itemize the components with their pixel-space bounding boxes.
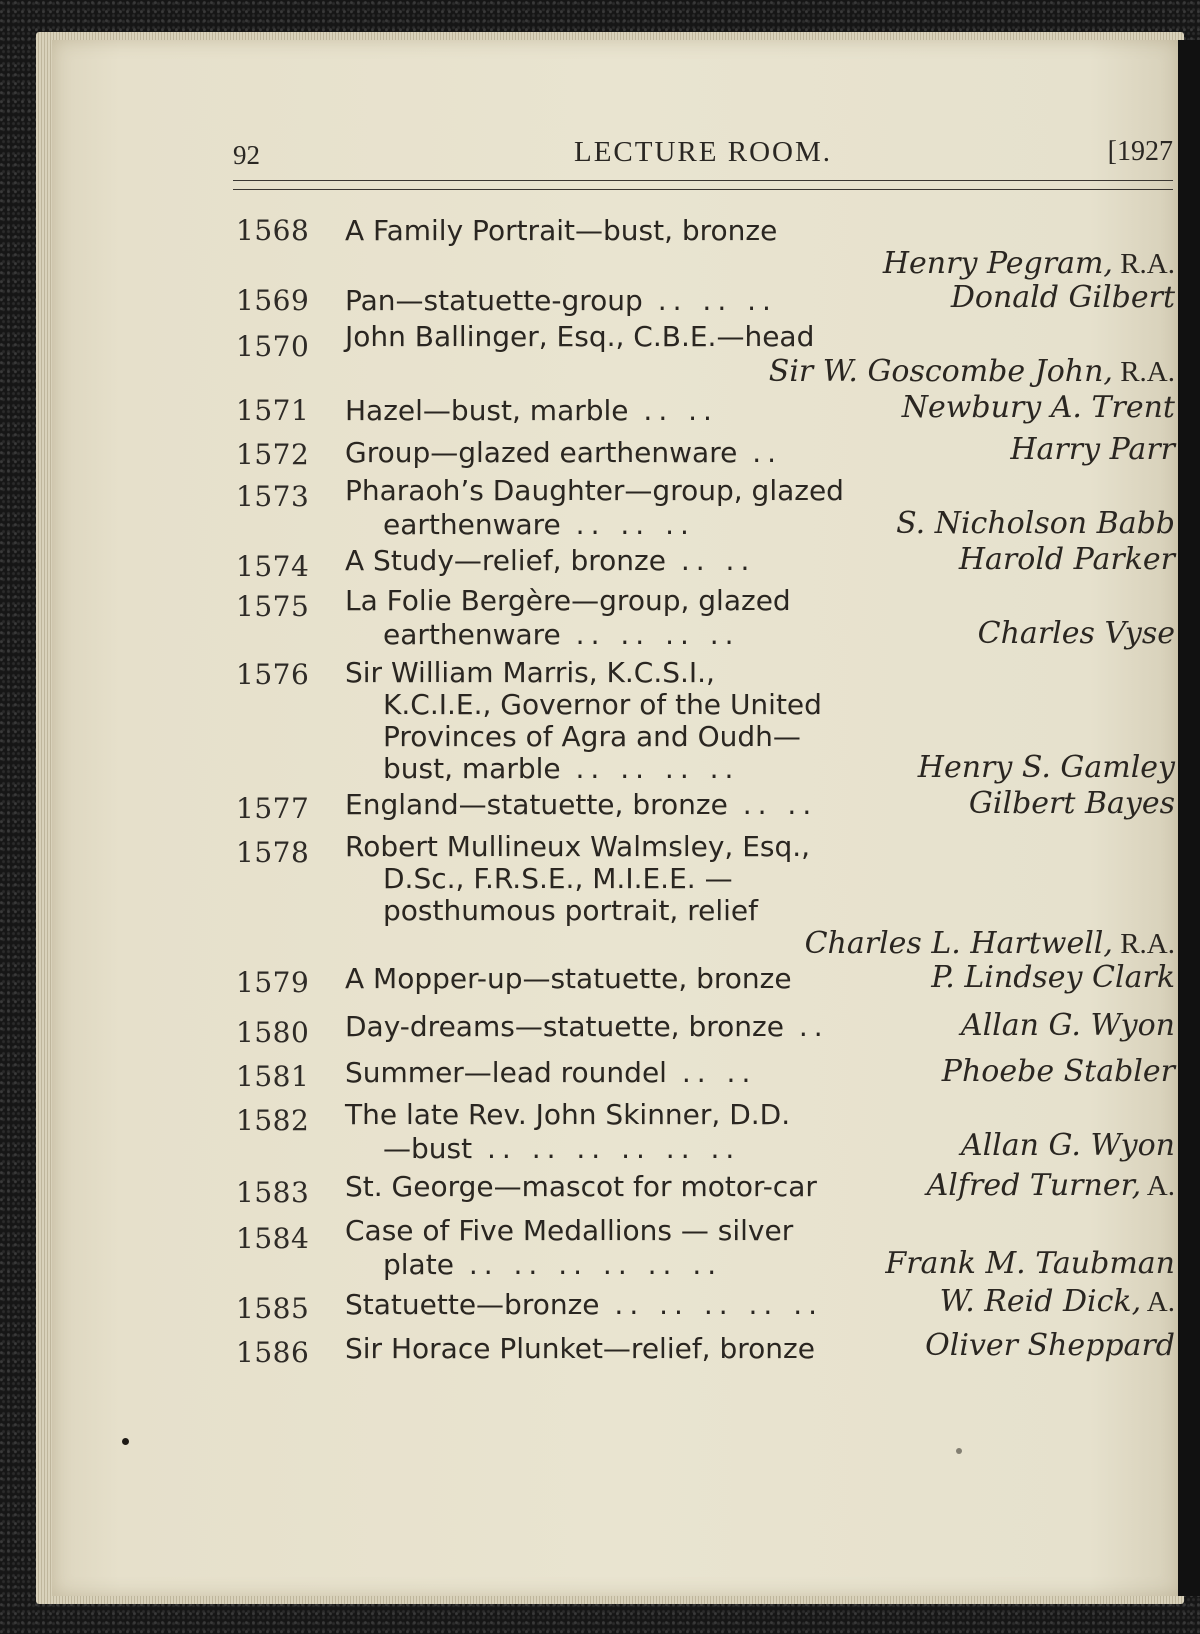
entry-number: 1571 — [236, 394, 310, 427]
leader-dots: .. — [783, 1010, 829, 1043]
artist-name: Alfred Turner, A. — [926, 1168, 1175, 1203]
artist-honour: R.A. — [1112, 356, 1175, 388]
entry-title-line: Sir William Marris, K.C.S.I., — [345, 656, 715, 689]
artist-name: Harold Parker — [958, 542, 1175, 577]
entry-title-line: Summer—lead roundel .. .. — [345, 1056, 757, 1089]
artist-name: Allan G. Wyon — [960, 1008, 1175, 1043]
entry-title-line: posthumous portrait, relief — [383, 894, 758, 927]
leader-dots: .. .. — [665, 544, 756, 577]
leader-dots: .. .. .. — [642, 284, 777, 317]
entry-title-line: St. George—mascot for motor-car — [345, 1170, 817, 1203]
leader-dots: .. .. .. — [560, 508, 695, 541]
artist-name: Donald Gilbert — [950, 280, 1175, 315]
entry-title-line: Day-dreams—statuette, bronze .. — [345, 1010, 829, 1043]
entry-number: 1577 — [236, 792, 310, 825]
leader-dots: .. .. .. .. — [560, 752, 740, 785]
entry-title-line: plate .. .. .. .. .. .. — [383, 1248, 723, 1281]
artist-name: Henry S. Gamley — [917, 750, 1175, 785]
artist-honour: A. — [1141, 1170, 1175, 1202]
leader-dots: .. .. .. .. .. .. — [453, 1248, 723, 1281]
ink-speck — [956, 1448, 962, 1454]
entry-title-line: earthenware .. .. .. — [383, 508, 695, 541]
artist-name: Frank M. Taubman — [885, 1246, 1175, 1281]
artist-honour: R.A. — [1112, 248, 1175, 280]
page-number: 92 — [233, 140, 260, 170]
entry-title-line: The late Rev. John Skinner, D.D. — [345, 1098, 791, 1131]
entry-title-line: Group—glazed earthenware .. — [345, 436, 783, 469]
leader-dots: .. .. — [628, 394, 718, 427]
entry-number: 1574 — [236, 550, 310, 583]
artist-name: W. Reid Dick, A. — [939, 1284, 1175, 1319]
entry-title-line: —bust .. .. .. .. .. .. — [383, 1132, 741, 1165]
entry-number: 1584 — [236, 1222, 310, 1255]
leader-dots: .. .. — [666, 1056, 757, 1089]
artist-name: Harry Parr — [1010, 432, 1175, 467]
artist-name: S. Nicholson Babb — [896, 506, 1175, 541]
entry-title-line: Hazel—bust, marble .. .. — [345, 394, 718, 427]
artist-name: Charles Vyse — [977, 616, 1175, 651]
artist-name: Oliver Sheppard — [925, 1328, 1175, 1363]
leader-dots: .. .. .. .. .. — [599, 1288, 824, 1321]
artist-name: Phoebe Stabler — [941, 1054, 1175, 1089]
entry-number: 1568 — [236, 214, 310, 247]
entry-number: 1576 — [236, 658, 310, 691]
entry-title-line: La Folie Bergère—group, glazed — [345, 584, 791, 617]
entry-number: 1579 — [236, 966, 310, 999]
entry-title-line: Pan—statuette-group .. .. .. — [345, 284, 777, 317]
entry-title-line: earthenware .. .. .. .. — [383, 618, 740, 651]
artist-name: Allan G. Wyon — [960, 1128, 1175, 1163]
ink-speck — [122, 1438, 129, 1445]
entry-number: 1569 — [236, 284, 310, 317]
entry-title-line: K.C.I.E., Governor of the United — [383, 688, 822, 721]
artist-name: Newbury A. Trent — [901, 390, 1175, 425]
artist-honour: A. — [1141, 1286, 1175, 1318]
entry-title-line: bust, marble .. .. .. .. — [383, 752, 740, 785]
entry-title-line: John Ballinger, Esq., C.B.E.—head — [345, 320, 815, 353]
entry-title-line: Pharaoh’s Daughter—group, glazed — [345, 474, 844, 507]
entry-title-line: Case of Five Medallions — silver — [345, 1214, 794, 1247]
entry-number: 1573 — [236, 480, 310, 513]
entry-title-line: England—statuette, bronze .. .. — [345, 788, 818, 821]
leader-dots: .. .. .. .. — [560, 618, 740, 651]
artist-name: P. Lindsey Clark — [931, 960, 1175, 995]
entry-title-line: A Study—relief, bronze .. .. — [345, 544, 756, 577]
entry-number: 1583 — [236, 1176, 310, 1209]
leader-dots: .. .. — [727, 788, 818, 821]
entry-number: 1585 — [236, 1292, 310, 1325]
entry-title-line: D.Sc., F.R.S.E., M.I.E.E. — — [383, 862, 733, 895]
entry-number: 1578 — [236, 836, 310, 869]
entry-title-line: A Mopper-up—statuette, bronze — [345, 962, 792, 995]
artist-name: Gilbert Bayes — [968, 786, 1175, 821]
running-title: LECTURE ROOM. — [574, 136, 832, 168]
entry-number: 1570 — [236, 330, 310, 363]
entry-title-line: Sir Horace Plunket—relief, bronze — [345, 1332, 815, 1365]
artist-name: Charles L. Hartwell, R.A. — [804, 926, 1175, 961]
entry-title-line: Robert Mullineux Walmsley, Esq., — [345, 830, 811, 863]
year-mark: [1927 — [1107, 136, 1173, 167]
leader-dots: .. — [737, 436, 783, 469]
entry-number: 1572 — [236, 438, 310, 471]
artist-honour: R.A. — [1112, 928, 1175, 960]
entry-title-line: Statuette—bronze .. .. .. .. .. — [345, 1288, 824, 1321]
artist-name: Sir W. Goscombe John, R.A. — [768, 354, 1175, 389]
entry-title-line: Provinces of Agra and Oudh— — [383, 720, 801, 753]
entry-number: 1582 — [236, 1104, 310, 1137]
entry-number: 1586 — [236, 1336, 310, 1369]
entry-number: 1581 — [236, 1060, 310, 1093]
leader-dots: .. .. .. .. .. .. — [472, 1132, 741, 1165]
artist-name: Henry Pegram, R.A. — [882, 246, 1175, 281]
entry-number: 1575 — [236, 590, 310, 623]
entry-title-line: A Family Portrait—bust, bronze — [345, 214, 778, 247]
entry-number: 1580 — [236, 1016, 310, 1049]
